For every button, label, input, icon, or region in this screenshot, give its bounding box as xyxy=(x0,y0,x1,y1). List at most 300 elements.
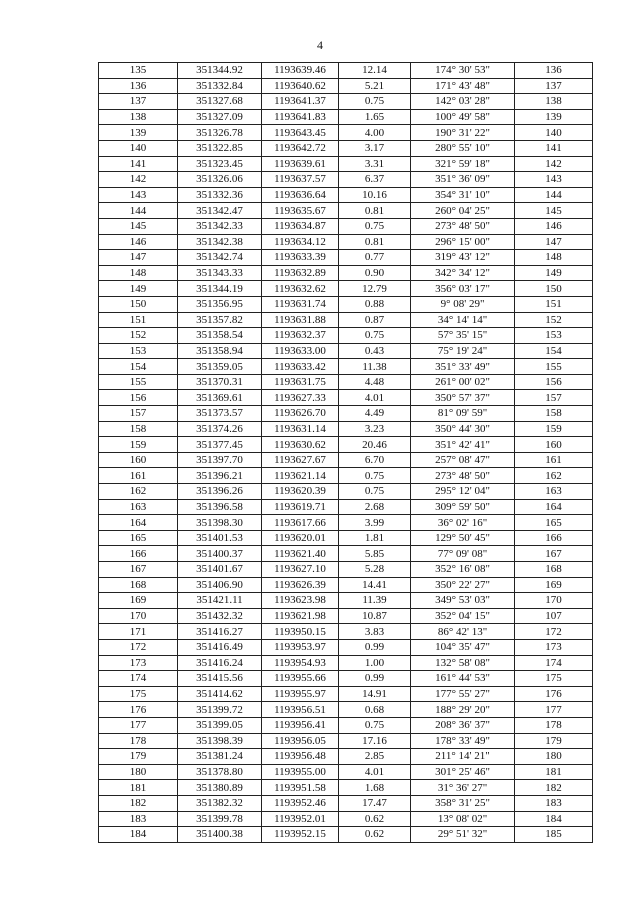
point-number-cell: 179 xyxy=(99,749,178,765)
x-coordinate-cell: 351416.27 xyxy=(178,624,262,640)
bearing-cell: 9° 08' 29" xyxy=(411,296,515,312)
point-number-cell: 174 xyxy=(99,671,178,687)
table-row xyxy=(99,125,593,141)
distance-cell: 3.99 xyxy=(339,515,411,531)
y-coordinate-cell: 1193956.51 xyxy=(262,702,339,718)
point-number-cell: 164 xyxy=(99,515,178,531)
table-row xyxy=(99,655,593,671)
table-row xyxy=(99,499,593,515)
y-coordinate-cell: 1193630.62 xyxy=(262,437,339,453)
table-row xyxy=(99,530,593,546)
next-point-cell: 144 xyxy=(515,187,593,203)
table-row xyxy=(99,140,593,156)
x-coordinate-cell: 351382.32 xyxy=(178,795,262,811)
table-row xyxy=(99,717,593,733)
point-number-cell: 157 xyxy=(99,406,178,422)
x-coordinate-cell: 351398.30 xyxy=(178,515,262,531)
point-number-cell: 173 xyxy=(99,655,178,671)
distance-cell: 0.77 xyxy=(339,250,411,266)
x-coordinate-cell: 351373.57 xyxy=(178,406,262,422)
bearing-cell: 177° 55' 27" xyxy=(411,686,515,702)
table-row xyxy=(99,639,593,655)
x-coordinate-cell: 351399.72 xyxy=(178,702,262,718)
bearing-cell: 132° 58' 08" xyxy=(411,655,515,671)
x-coordinate-cell: 351332.36 xyxy=(178,187,262,203)
distance-cell: 2.68 xyxy=(339,499,411,515)
next-point-cell: 158 xyxy=(515,406,593,422)
table-row xyxy=(99,374,593,390)
y-coordinate-cell: 1193619.71 xyxy=(262,499,339,515)
next-point-cell: 143 xyxy=(515,172,593,188)
point-number-cell: 160 xyxy=(99,452,178,468)
x-coordinate-cell: 351400.37 xyxy=(178,546,262,562)
next-point-cell: 180 xyxy=(515,749,593,765)
y-coordinate-cell: 1193637.57 xyxy=(262,172,339,188)
table-row xyxy=(99,312,593,328)
point-number-cell: 175 xyxy=(99,686,178,702)
y-coordinate-cell: 1193634.87 xyxy=(262,218,339,234)
y-coordinate-cell: 1193633.00 xyxy=(262,343,339,359)
y-coordinate-cell: 1193641.83 xyxy=(262,109,339,125)
x-coordinate-cell: 351322.85 xyxy=(178,140,262,156)
next-point-cell: 141 xyxy=(515,140,593,156)
table-row xyxy=(99,811,593,827)
next-point-cell: 149 xyxy=(515,265,593,281)
table-row xyxy=(99,515,593,531)
y-coordinate-cell: 1193626.70 xyxy=(262,406,339,422)
x-coordinate-cell: 351380.89 xyxy=(178,780,262,796)
y-coordinate-cell: 1193627.10 xyxy=(262,562,339,578)
bearing-cell: 86° 42' 13" xyxy=(411,624,515,640)
bearing-cell: 29° 51' 32" xyxy=(411,827,515,843)
y-coordinate-cell: 1193634.12 xyxy=(262,234,339,250)
next-point-cell: 151 xyxy=(515,296,593,312)
next-point-cell: 165 xyxy=(515,515,593,531)
distance-cell: 0.81 xyxy=(339,203,411,219)
next-point-cell: 146 xyxy=(515,218,593,234)
y-coordinate-cell: 1193632.89 xyxy=(262,265,339,281)
table-row xyxy=(99,484,593,500)
y-coordinate-cell: 1193623.98 xyxy=(262,593,339,609)
table-row xyxy=(99,203,593,219)
y-coordinate-cell: 1193956.05 xyxy=(262,733,339,749)
distance-cell: 10.16 xyxy=(339,187,411,203)
point-number-cell: 178 xyxy=(99,733,178,749)
y-coordinate-cell: 1193955.66 xyxy=(262,671,339,687)
next-point-cell: 169 xyxy=(515,577,593,593)
next-point-cell: 142 xyxy=(515,156,593,172)
distance-cell: 0.88 xyxy=(339,296,411,312)
point-number-cell: 146 xyxy=(99,234,178,250)
point-number-cell: 147 xyxy=(99,250,178,266)
distance-cell: 3.17 xyxy=(339,140,411,156)
y-coordinate-cell: 1193951.58 xyxy=(262,780,339,796)
x-coordinate-cell: 351326.06 xyxy=(178,172,262,188)
distance-cell: 17.47 xyxy=(339,795,411,811)
table-row xyxy=(99,702,593,718)
next-point-cell: 172 xyxy=(515,624,593,640)
page-number: 4 xyxy=(317,38,323,52)
point-number-cell: 184 xyxy=(99,827,178,843)
point-number-cell: 135 xyxy=(99,63,178,79)
point-number-cell: 181 xyxy=(99,780,178,796)
x-coordinate-cell: 351332.84 xyxy=(178,78,262,94)
table-row xyxy=(99,562,593,578)
x-coordinate-cell: 351374.26 xyxy=(178,421,262,437)
bearing-cell: 34° 14' 14" xyxy=(411,312,515,328)
y-coordinate-cell: 1193952.01 xyxy=(262,811,339,827)
table-row xyxy=(99,468,593,484)
table-row xyxy=(99,218,593,234)
bearing-cell: 296° 15' 00" xyxy=(411,234,515,250)
bearing-cell: 36° 02' 16" xyxy=(411,515,515,531)
bearing-cell: 356° 03' 17" xyxy=(411,281,515,297)
distance-cell: 6.37 xyxy=(339,172,411,188)
y-coordinate-cell: 1193642.72 xyxy=(262,140,339,156)
bearing-cell: 188° 29' 20" xyxy=(411,702,515,718)
y-coordinate-cell: 1193621.98 xyxy=(262,608,339,624)
bearing-cell: 208° 36' 37" xyxy=(411,717,515,733)
next-point-cell: 156 xyxy=(515,374,593,390)
table-row xyxy=(99,577,593,593)
x-coordinate-cell: 351400.38 xyxy=(178,827,262,843)
y-coordinate-cell: 1193952.15 xyxy=(262,827,339,843)
next-point-cell: 137 xyxy=(515,78,593,94)
distance-cell: 1.00 xyxy=(339,655,411,671)
distance-cell: 0.75 xyxy=(339,94,411,110)
next-point-cell: 174 xyxy=(515,655,593,671)
table-row xyxy=(99,359,593,375)
point-number-cell: 172 xyxy=(99,639,178,655)
y-coordinate-cell: 1193955.00 xyxy=(262,764,339,780)
table-row xyxy=(99,296,593,312)
y-coordinate-cell: 1193627.33 xyxy=(262,390,339,406)
distance-cell: 3.23 xyxy=(339,421,411,437)
next-point-cell: 148 xyxy=(515,250,593,266)
distance-cell: 4.01 xyxy=(339,390,411,406)
x-coordinate-cell: 351401.53 xyxy=(178,530,262,546)
next-point-cell: 136 xyxy=(515,63,593,79)
table-row xyxy=(99,328,593,344)
y-coordinate-cell: 1193640.62 xyxy=(262,78,339,94)
y-coordinate-cell: 1193632.37 xyxy=(262,328,339,344)
x-coordinate-cell: 351415.56 xyxy=(178,671,262,687)
distance-cell: 0.99 xyxy=(339,639,411,655)
bearing-cell: 352° 16' 08" xyxy=(411,562,515,578)
point-number-cell: 163 xyxy=(99,499,178,515)
next-point-cell: 161 xyxy=(515,452,593,468)
y-coordinate-cell: 1193952.46 xyxy=(262,795,339,811)
bearing-cell: 309° 59' 50" xyxy=(411,499,515,515)
table-row xyxy=(99,343,593,359)
point-number-cell: 141 xyxy=(99,156,178,172)
bearing-cell: 57° 35' 15" xyxy=(411,328,515,344)
point-number-cell: 162 xyxy=(99,484,178,500)
coordinates-table xyxy=(98,62,593,843)
point-number-cell: 183 xyxy=(99,811,178,827)
distance-cell: 1.68 xyxy=(339,780,411,796)
next-point-cell: 166 xyxy=(515,530,593,546)
point-number-cell: 142 xyxy=(99,172,178,188)
bearing-cell: 342° 34' 12" xyxy=(411,265,515,281)
next-point-cell: 154 xyxy=(515,343,593,359)
y-coordinate-cell: 1193626.39 xyxy=(262,577,339,593)
point-number-cell: 169 xyxy=(99,593,178,609)
distance-cell: 4.49 xyxy=(339,406,411,422)
table-row xyxy=(99,63,593,79)
bearing-cell: 273° 48' 50" xyxy=(411,218,515,234)
next-point-cell: 182 xyxy=(515,780,593,796)
bearing-cell: 295° 12' 04" xyxy=(411,484,515,500)
point-number-cell: 158 xyxy=(99,421,178,437)
distance-cell: 4.48 xyxy=(339,374,411,390)
point-number-cell: 166 xyxy=(99,546,178,562)
point-number-cell: 159 xyxy=(99,437,178,453)
y-coordinate-cell: 1193953.97 xyxy=(262,639,339,655)
distance-cell: 0.99 xyxy=(339,671,411,687)
distance-cell: 0.62 xyxy=(339,827,411,843)
y-coordinate-cell: 1193955.97 xyxy=(262,686,339,702)
table-row xyxy=(99,265,593,281)
next-point-cell: 157 xyxy=(515,390,593,406)
x-coordinate-cell: 351378.80 xyxy=(178,764,262,780)
table-row xyxy=(99,109,593,125)
y-coordinate-cell: 1193639.61 xyxy=(262,156,339,172)
point-number-cell: 167 xyxy=(99,562,178,578)
next-point-cell: 150 xyxy=(515,281,593,297)
bearing-cell: 13° 08' 02" xyxy=(411,811,515,827)
table-row xyxy=(99,624,593,640)
table-row xyxy=(99,593,593,609)
bearing-cell: 100° 49' 58" xyxy=(411,109,515,125)
next-point-cell: 168 xyxy=(515,562,593,578)
distance-cell: 1.81 xyxy=(339,530,411,546)
next-point-cell: 159 xyxy=(515,421,593,437)
x-coordinate-cell: 351377.45 xyxy=(178,437,262,453)
next-point-cell: 179 xyxy=(515,733,593,749)
table-row xyxy=(99,421,593,437)
y-coordinate-cell: 1193633.39 xyxy=(262,250,339,266)
bearing-cell: 351° 36' 09" xyxy=(411,172,515,188)
y-coordinate-cell: 1193617.66 xyxy=(262,515,339,531)
x-coordinate-cell: 351344.92 xyxy=(178,63,262,79)
distance-cell: 0.75 xyxy=(339,328,411,344)
y-coordinate-cell: 1193639.46 xyxy=(262,63,339,79)
next-point-cell: 162 xyxy=(515,468,593,484)
y-coordinate-cell: 1193641.37 xyxy=(262,94,339,110)
point-number-cell: 144 xyxy=(99,203,178,219)
y-coordinate-cell: 1193643.45 xyxy=(262,125,339,141)
point-number-cell: 145 xyxy=(99,218,178,234)
x-coordinate-cell: 351344.19 xyxy=(178,281,262,297)
bearing-cell: 349° 53' 03" xyxy=(411,593,515,609)
next-point-cell: 164 xyxy=(515,499,593,515)
bearing-cell: 161° 44' 53" xyxy=(411,671,515,687)
table-row xyxy=(99,733,593,749)
x-coordinate-cell: 351323.45 xyxy=(178,156,262,172)
bearing-cell: 301° 25' 46" xyxy=(411,764,515,780)
point-number-cell: 153 xyxy=(99,343,178,359)
next-point-cell: 140 xyxy=(515,125,593,141)
distance-cell: 0.75 xyxy=(339,717,411,733)
table-row xyxy=(99,437,593,453)
next-point-cell: 160 xyxy=(515,437,593,453)
y-coordinate-cell: 1193956.41 xyxy=(262,717,339,733)
next-point-cell: 173 xyxy=(515,639,593,655)
point-number-cell: 176 xyxy=(99,702,178,718)
point-number-cell: 156 xyxy=(99,390,178,406)
x-coordinate-cell: 351369.61 xyxy=(178,390,262,406)
x-coordinate-cell: 351421.11 xyxy=(178,593,262,609)
point-number-cell: 140 xyxy=(99,140,178,156)
x-coordinate-cell: 351416.24 xyxy=(178,655,262,671)
point-number-cell: 150 xyxy=(99,296,178,312)
x-coordinate-cell: 351399.78 xyxy=(178,811,262,827)
bearing-cell: 273° 48' 50" xyxy=(411,468,515,484)
table-row xyxy=(99,686,593,702)
bearing-cell: 351° 33' 49" xyxy=(411,359,515,375)
distance-cell: 1.65 xyxy=(339,109,411,125)
distance-cell: 17.16 xyxy=(339,733,411,749)
coordinates-table-body xyxy=(99,63,593,843)
next-point-cell: 183 xyxy=(515,795,593,811)
table-row xyxy=(99,749,593,765)
y-coordinate-cell: 1193632.62 xyxy=(262,281,339,297)
bearing-cell: 81° 09' 59" xyxy=(411,406,515,422)
bearing-cell: 350° 44' 30" xyxy=(411,421,515,437)
point-number-cell: 168 xyxy=(99,577,178,593)
y-coordinate-cell: 1193631.14 xyxy=(262,421,339,437)
table-row xyxy=(99,671,593,687)
y-coordinate-cell: 1193635.67 xyxy=(262,203,339,219)
bearing-cell: 358° 31' 25" xyxy=(411,795,515,811)
next-point-cell: 184 xyxy=(515,811,593,827)
bearing-cell: 178° 33' 49" xyxy=(411,733,515,749)
distance-cell: 0.75 xyxy=(339,468,411,484)
y-coordinate-cell: 1193956.48 xyxy=(262,749,339,765)
distance-cell: 4.00 xyxy=(339,125,411,141)
next-point-cell: 176 xyxy=(515,686,593,702)
table-row xyxy=(99,780,593,796)
bearing-cell: 354° 31' 10" xyxy=(411,187,515,203)
x-coordinate-cell: 351358.54 xyxy=(178,328,262,344)
bearing-cell: 352° 04' 15" xyxy=(411,608,515,624)
x-coordinate-cell: 351401.67 xyxy=(178,562,262,578)
distance-cell: 11.39 xyxy=(339,593,411,609)
x-coordinate-cell: 351381.24 xyxy=(178,749,262,765)
x-coordinate-cell: 351370.31 xyxy=(178,374,262,390)
y-coordinate-cell: 1193636.64 xyxy=(262,187,339,203)
table-row xyxy=(99,795,593,811)
point-number-cell: 165 xyxy=(99,530,178,546)
x-coordinate-cell: 351342.33 xyxy=(178,218,262,234)
distance-cell: 12.79 xyxy=(339,281,411,297)
y-coordinate-cell: 1193620.01 xyxy=(262,530,339,546)
distance-cell: 3.83 xyxy=(339,624,411,640)
x-coordinate-cell: 351406.90 xyxy=(178,577,262,593)
next-point-cell: 138 xyxy=(515,94,593,110)
point-number-cell: 171 xyxy=(99,624,178,640)
y-coordinate-cell: 1193620.39 xyxy=(262,484,339,500)
next-point-cell: 181 xyxy=(515,764,593,780)
y-coordinate-cell: 1193954.93 xyxy=(262,655,339,671)
next-point-cell: 167 xyxy=(515,546,593,562)
next-point-cell: 152 xyxy=(515,312,593,328)
distance-cell: 0.43 xyxy=(339,343,411,359)
next-point-cell: 145 xyxy=(515,203,593,219)
table-row xyxy=(99,827,593,843)
bearing-cell: 77° 09' 08" xyxy=(411,546,515,562)
x-coordinate-cell: 351359.05 xyxy=(178,359,262,375)
distance-cell: 14.41 xyxy=(339,577,411,593)
table-row xyxy=(99,172,593,188)
distance-cell: 20.46 xyxy=(339,437,411,453)
point-number-cell: 180 xyxy=(99,764,178,780)
next-point-cell: 185 xyxy=(515,827,593,843)
x-coordinate-cell: 351432.32 xyxy=(178,608,262,624)
y-coordinate-cell: 1193631.88 xyxy=(262,312,339,328)
distance-cell: 5.85 xyxy=(339,546,411,562)
table-row xyxy=(99,764,593,780)
point-number-cell: 155 xyxy=(99,374,178,390)
y-coordinate-cell: 1193621.14 xyxy=(262,468,339,484)
next-point-cell: 175 xyxy=(515,671,593,687)
x-coordinate-cell: 351342.38 xyxy=(178,234,262,250)
x-coordinate-cell: 351398.39 xyxy=(178,733,262,749)
bearing-cell: 142° 03' 28" xyxy=(411,94,515,110)
bearing-cell: 174° 30' 53" xyxy=(411,63,515,79)
next-point-cell: 139 xyxy=(515,109,593,125)
point-number-cell: 143 xyxy=(99,187,178,203)
next-point-cell: 177 xyxy=(515,702,593,718)
next-point-cell: 178 xyxy=(515,717,593,733)
point-number-cell: 177 xyxy=(99,717,178,733)
table-row xyxy=(99,94,593,110)
x-coordinate-cell: 351343.33 xyxy=(178,265,262,281)
bearing-cell: 321° 59' 18" xyxy=(411,156,515,172)
distance-cell: 12.14 xyxy=(339,63,411,79)
y-coordinate-cell: 1193631.75 xyxy=(262,374,339,390)
point-number-cell: 182 xyxy=(99,795,178,811)
x-coordinate-cell: 351326.78 xyxy=(178,125,262,141)
y-coordinate-cell: 1193633.42 xyxy=(262,359,339,375)
table-row xyxy=(99,187,593,203)
table-row xyxy=(99,78,593,94)
table-row xyxy=(99,281,593,297)
bearing-cell: 211° 14' 21" xyxy=(411,749,515,765)
point-number-cell: 139 xyxy=(99,125,178,141)
point-number-cell: 151 xyxy=(99,312,178,328)
point-number-cell: 161 xyxy=(99,468,178,484)
bearing-cell: 75° 19' 24" xyxy=(411,343,515,359)
distance-cell: 0.75 xyxy=(339,484,411,500)
distance-cell: 0.68 xyxy=(339,702,411,718)
x-coordinate-cell: 351416.49 xyxy=(178,639,262,655)
distance-cell: 0.75 xyxy=(339,218,411,234)
table-row xyxy=(99,546,593,562)
distance-cell: 0.81 xyxy=(339,234,411,250)
x-coordinate-cell: 351342.47 xyxy=(178,203,262,219)
x-coordinate-cell: 351342.74 xyxy=(178,250,262,266)
bearing-cell: 260° 04' 25" xyxy=(411,203,515,219)
distance-cell: 6.70 xyxy=(339,452,411,468)
x-coordinate-cell: 351358.94 xyxy=(178,343,262,359)
point-number-cell: 170 xyxy=(99,608,178,624)
table-row xyxy=(99,156,593,172)
distance-cell: 0.90 xyxy=(339,265,411,281)
distance-cell: 0.62 xyxy=(339,811,411,827)
table-row xyxy=(99,234,593,250)
